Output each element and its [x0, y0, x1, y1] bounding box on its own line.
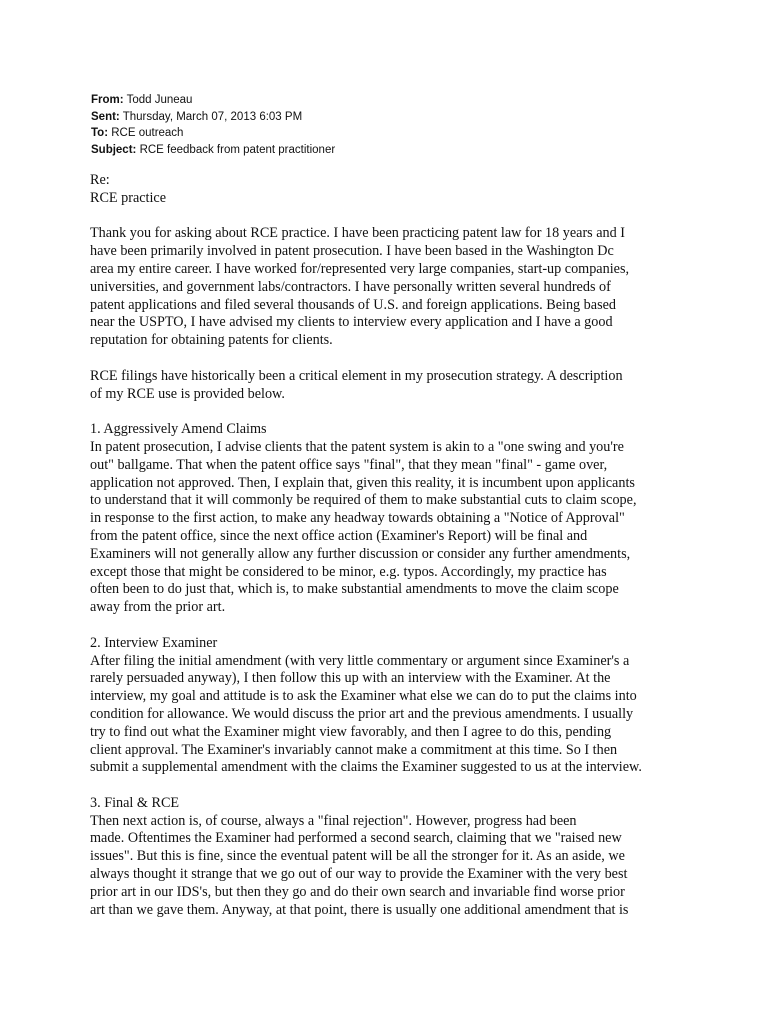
text-line: submit a supplemental amendment with the claims the Examiner suggested to us at the interview. [90, 759, 642, 776]
section-2 [90, 635, 690, 777]
section-1 [90, 421, 690, 617]
text-line: patent applications and filed several thousands of U.S. and foreign applications. Being based [90, 296, 616, 313]
text-line: reputation for obtaining patents for clients. [90, 332, 333, 349]
subject-label: Subject: [91, 143, 137, 156]
from-label: From: [91, 94, 124, 106]
text-line: have been primarily involved in patent prosecution. I have been based in the Washington Dc [90, 243, 614, 260]
text-line: After filing the initial amendment (with very little commentary or argument since Examiner's a [90, 652, 630, 669]
sent-line [91, 109, 711, 126]
email-body [90, 172, 690, 937]
text-line: In patent prosecution, I advise clients that the patent system is akin to a "one swing and you're [90, 438, 624, 455]
text-line: of my RCE use is provided below. [90, 385, 285, 402]
text-line: client approval. The Examiner's invariably cannot make a commitment at this time. So I then [90, 741, 618, 758]
email-header [91, 92, 711, 158]
subject-line [91, 142, 711, 159]
text-line: except those that might be considered to be minor, e.g. typos. Accordingly, my practice has [90, 563, 607, 580]
text-line: to understand that it will commonly be required of them to make substantial cuts to claim scope, [90, 492, 637, 509]
sent-label: Sent: [91, 110, 120, 123]
from-line [91, 92, 711, 109]
text-line: away from the prior art. [90, 599, 226, 616]
text-line: made. Oftentimes the Examiner had performed a second search, claiming that we "raised new [90, 830, 622, 847]
re-line: Re: [90, 172, 110, 188]
re-block [90, 172, 690, 208]
text-line: rarely persuaded anyway), I then follow this up with an interview with the Examiner. At the [90, 670, 611, 687]
text-line: try to find out what the Examiner might view favorably, and then I agree to do this, pending [90, 723, 612, 740]
text-line: Examiners will not generally allow any further discussion or consider any further amendments, [90, 545, 631, 562]
rce-paragraph [90, 368, 690, 404]
text-line: art than we gave them. Anyway, at that point, there is usually one additional amendment that is [90, 901, 629, 918]
text-line: always thought it strange that we go out of our way to provide the Examiner with the very best [90, 866, 628, 883]
to-line [91, 125, 711, 142]
text-line: near the USPTO, I have advised my clients to interview every application and I have a good [90, 314, 613, 331]
text-line: RCE filings have historically been a critical element in my prosecution strategy. A description [90, 367, 623, 384]
text-line: application not approved. Then, I explain that, given this reality, it is incumbent upon applicants [90, 474, 635, 491]
section-3 [90, 795, 690, 920]
text-line: in response to the first action, to make any headway towards obtaining a "Notice of Approval" [90, 510, 625, 527]
text-line: Then next action is, of course, always a "final rejection". However, progress had been [90, 812, 577, 829]
from-value: Todd Juneau [123, 94, 193, 106]
section-2-heading: 2. Interview Examiner [90, 634, 218, 651]
text-line: universities, and government labs/contractors. I have personally written several hundreds of [90, 278, 611, 295]
text-line: issues". But this is fine, since the eventual patent will be all the stronger for it. As an aside, we [90, 848, 625, 865]
text-line: Thank you for asking about RCE practice. I have been practicing patent law for 18 years and I [90, 225, 625, 242]
text-line: from the patent office, since the next office action (Examiner's Report) will be final and [90, 527, 588, 544]
to-value: RCE outreach [108, 127, 184, 139]
text-line: area my entire career. I have worked for/represented very large companies, start-up companies, [90, 260, 630, 277]
text-line: prior art in our IDS's, but then they go and do their own search and invariable find worse prior [90, 883, 625, 900]
subject-value: RCE feedback from patent practitioner [136, 143, 336, 156]
intro-paragraph [90, 225, 690, 350]
text-line: condition for allowance. We would discuss the prior art and the previous amendments. I usually [90, 705, 634, 722]
sent-value: Thursday, March 07, 2013 6:03 PM [119, 110, 303, 123]
section-1-heading: 1. Aggressively Amend Claims [90, 421, 267, 438]
section-3-heading: 3. Final & RCE [90, 794, 180, 811]
re-topic-line: RCE practice [90, 189, 167, 206]
text-line: interview, my goal and attitude is to ask the Examiner what else we can do to put the claims into [90, 688, 637, 705]
text-line: out" ballgame. That when the patent office says "final", that they mean "final" - game over, [90, 456, 608, 473]
to-label: To: [91, 127, 109, 139]
text-line: often been to do just that, which is, to make substantial amendments to move the claim scope [90, 581, 619, 598]
